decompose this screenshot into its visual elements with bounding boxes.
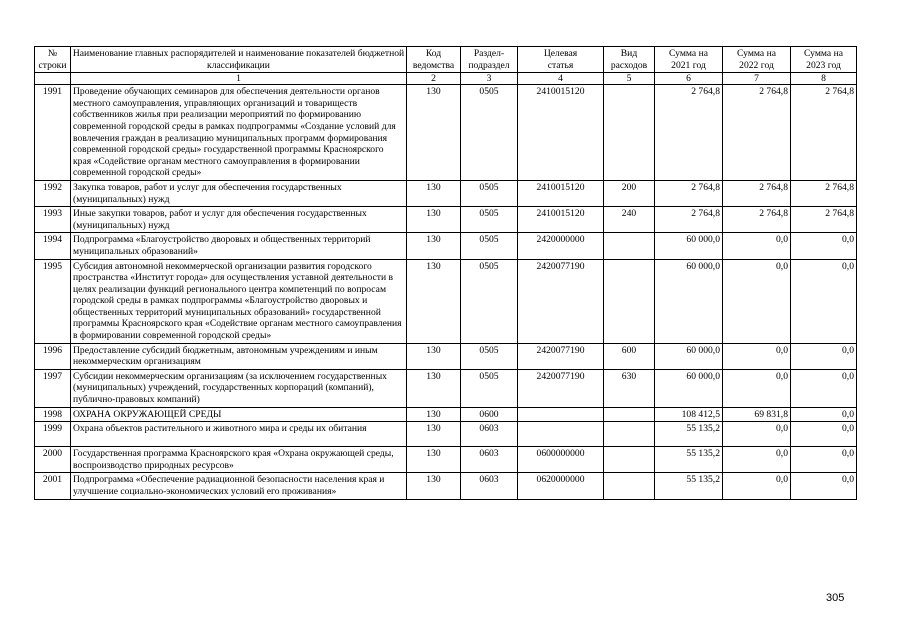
sum-2021-cell: 60 000,0 [655, 369, 723, 407]
dept-code-cell: 130 [407, 422, 461, 447]
header-section: Раздел- подраздел [461, 47, 518, 73]
row-name-cell: Субсидия автономной некоммерческой организации развития городского пространства «Институт города» для осуществления уставной деятельности в целях реализации функций регионального центра компетенций по вопросам городской среды в рамках подпрограммы «Благоустройство дворовых и общественных территорий муниципальных образований» государственной программы Красноярского края «Содействие органам местного самоуправления в формировании современной городской среды» [71, 259, 407, 343]
table-row [35, 369, 857, 407]
column-number: 2 [407, 73, 461, 85]
row-number-cell: 1995 [35, 259, 71, 343]
sum-2023-cell: 0,0 [791, 422, 857, 447]
sum-2022-cell: 0,0 [723, 343, 791, 369]
sum-2021-cell: 55 135,2 [655, 447, 723, 473]
section-cell: 0505 [461, 207, 518, 233]
row-name-cell: Охрана объектов растительного и животного мира и среды их обитания [71, 422, 407, 447]
table-row [35, 343, 857, 369]
sum-2021-cell: 60 000,0 [655, 233, 723, 259]
dept-code-cell: 130 [407, 259, 461, 343]
expense-type-cell: 600 [604, 343, 655, 369]
expense-type-cell [604, 422, 655, 447]
budget-table [34, 46, 857, 500]
target-article-cell: 2410015120 [518, 207, 604, 233]
row-number-cell: 1992 [35, 180, 71, 206]
expense-type-cell [604, 447, 655, 473]
row-name-cell: Субсидии некоммерческим организациям (за исключением государственных (муниципальных) учреждений, государственных корпораций (компаний), публично-правовых компаний) [71, 369, 407, 407]
column-number [35, 73, 71, 85]
column-number: 4 [518, 73, 604, 85]
column-number: 8 [791, 73, 857, 85]
row-number-cell: 1994 [35, 233, 71, 259]
column-number: 7 [723, 73, 791, 85]
dept-code-cell: 130 [407, 447, 461, 473]
table-body [35, 85, 857, 499]
expense-type-cell [604, 407, 655, 422]
table-row [35, 447, 857, 473]
section-cell: 0603 [461, 447, 518, 473]
sum-2023-cell: 2 764,8 [791, 207, 857, 233]
header-row [35, 47, 857, 73]
sum-2022-cell: 0,0 [723, 233, 791, 259]
section-cell: 0505 [461, 369, 518, 407]
target-article-cell [518, 422, 604, 447]
sum-2023-cell: 2 764,8 [791, 85, 857, 181]
sum-2022-cell: 69 831,8 [723, 407, 791, 422]
sum-2023-cell: 0,0 [791, 259, 857, 343]
sum-2023-cell: 0,0 [791, 233, 857, 259]
dept-code-cell: 130 [407, 207, 461, 233]
sum-2023-cell: 0,0 [791, 447, 857, 473]
table-row [35, 473, 857, 499]
sum-2021-cell: 108 412,5 [655, 407, 723, 422]
sum-2023-cell: 2 764,8 [791, 180, 857, 206]
section-cell: 0603 [461, 422, 518, 447]
header-expense-type: Вид расходов [604, 47, 655, 73]
header-row-number: № строки [35, 47, 71, 73]
sum-2023-cell: 0,0 [791, 369, 857, 407]
target-article-cell: 0620000000 [518, 473, 604, 499]
expense-type-cell [604, 259, 655, 343]
expense-type-cell [604, 233, 655, 259]
header-target-article: Целевая статья [518, 47, 604, 73]
row-number-cell: 1993 [35, 207, 71, 233]
target-article-cell: 2420000000 [518, 233, 604, 259]
sum-2021-cell: 60 000,0 [655, 259, 723, 343]
dept-code-cell: 130 [407, 369, 461, 407]
row-name-cell: ОХРАНА ОКРУЖАЮЩЕЙ СРЕДЫ [71, 407, 407, 422]
section-cell: 0505 [461, 259, 518, 343]
section-cell: 0600 [461, 407, 518, 422]
table-row [35, 180, 857, 206]
target-article-cell: 2410015120 [518, 85, 604, 181]
row-number-cell: 1999 [35, 422, 71, 447]
expense-type-cell [604, 473, 655, 499]
target-article-cell: 2420077190 [518, 369, 604, 407]
column-number: 1 [71, 73, 407, 85]
dept-code-cell: 130 [407, 343, 461, 369]
sum-2022-cell: 0,0 [723, 259, 791, 343]
table-row [35, 233, 857, 259]
header-sum-2023: Сумма на 2023 год [791, 47, 857, 73]
row-name-cell: Проведение обучающих семинаров для обеспечения деятельности органов местного самоуправления, управляющих организаций и товариществ собственников жилья при реализации мероприятий по формированию современной городской среды в рамках подпрограммы «Создание условий для вовлечения граждан в реализацию муниципальных программ формирования современной городской среды» государственной программы Красноярского края «Содействие органам местного самоуправления в формировании современной городской среды» [71, 85, 407, 181]
row-number-cell: 1996 [35, 343, 71, 369]
sum-2022-cell: 0,0 [723, 447, 791, 473]
row-number-cell: 1991 [35, 85, 71, 181]
row-number-cell: 1998 [35, 407, 71, 422]
expense-type-cell [604, 85, 655, 181]
sum-2022-cell: 0,0 [723, 369, 791, 407]
sum-2021-cell: 60 000,0 [655, 343, 723, 369]
sum-2023-cell: 0,0 [791, 473, 857, 499]
target-article-cell: 2410015120 [518, 180, 604, 206]
row-name-cell: Государственная программа Красноярского края «Охрана окружающей среды, воспроизводство природных ресурсов» [71, 447, 407, 473]
column-numbers-row [35, 73, 857, 85]
section-cell: 0505 [461, 233, 518, 259]
row-number-cell: 2000 [35, 447, 71, 473]
sum-2022-cell: 0,0 [723, 473, 791, 499]
target-article-cell: 2420077190 [518, 343, 604, 369]
row-number-cell: 1997 [35, 369, 71, 407]
table-row [35, 407, 857, 422]
expense-type-cell: 240 [604, 207, 655, 233]
row-name-cell: Иные закупки товаров, работ и услуг для обеспечения государственных (муниципальных) нужд [71, 207, 407, 233]
sum-2022-cell: 0,0 [723, 422, 791, 447]
header-dept-code: Код ведомства [407, 47, 461, 73]
sum-2022-cell: 2 764,8 [723, 180, 791, 206]
dept-code-cell: 130 [407, 473, 461, 499]
header-sum-2022: Сумма на 2022 год [723, 47, 791, 73]
row-name-cell: Подпрограмма «Обеспечение радиационной безопасности населения края и улучшение социально-экономических условий его проживания» [71, 473, 407, 499]
row-name-cell: Закупка товаров, работ и услуг для обеспечения государственных (муниципальных) нужд [71, 180, 407, 206]
column-number: 6 [655, 73, 723, 85]
target-article-cell: 2420077190 [518, 259, 604, 343]
row-name-cell: Предоставление субсидий бюджетным, автономным учреждениям и иным некоммерческим организациям [71, 343, 407, 369]
table-row [35, 259, 857, 343]
expense-type-cell: 630 [604, 369, 655, 407]
page-number: 305 [826, 592, 845, 604]
header-sum-2021: Сумма на 2021 год [655, 47, 723, 73]
sum-2023-cell: 0,0 [791, 407, 857, 422]
dept-code-cell: 130 [407, 180, 461, 206]
section-cell: 0603 [461, 473, 518, 499]
table-row [35, 85, 857, 181]
sum-2021-cell: 55 135,2 [655, 473, 723, 499]
target-article-cell [518, 407, 604, 422]
table-row [35, 207, 857, 233]
sum-2023-cell: 0,0 [791, 343, 857, 369]
sum-2022-cell: 2 764,8 [723, 85, 791, 181]
dept-code-cell: 130 [407, 233, 461, 259]
row-name-cell: Подпрограмма «Благоустройство дворовых и общественных территорий муниципальных образований» [71, 233, 407, 259]
dept-code-cell: 130 [407, 85, 461, 181]
expense-type-cell: 200 [604, 180, 655, 206]
sum-2021-cell: 2 764,8 [655, 85, 723, 181]
sum-2021-cell: 2 764,8 [655, 207, 723, 233]
sum-2021-cell: 55 135,2 [655, 422, 723, 447]
table-row [35, 422, 857, 447]
sum-2021-cell: 2 764,8 [655, 180, 723, 206]
header-name: Наименование главных распорядителей и наименование показателей бюджетной классификации [71, 47, 407, 73]
section-cell: 0505 [461, 180, 518, 206]
target-article-cell: 0600000000 [518, 447, 604, 473]
row-number-cell: 2001 [35, 473, 71, 499]
column-number: 5 [604, 73, 655, 85]
section-cell: 0505 [461, 85, 518, 181]
sum-2022-cell: 2 764,8 [723, 207, 791, 233]
column-number: 3 [461, 73, 518, 85]
dept-code-cell: 130 [407, 407, 461, 422]
section-cell: 0505 [461, 343, 518, 369]
